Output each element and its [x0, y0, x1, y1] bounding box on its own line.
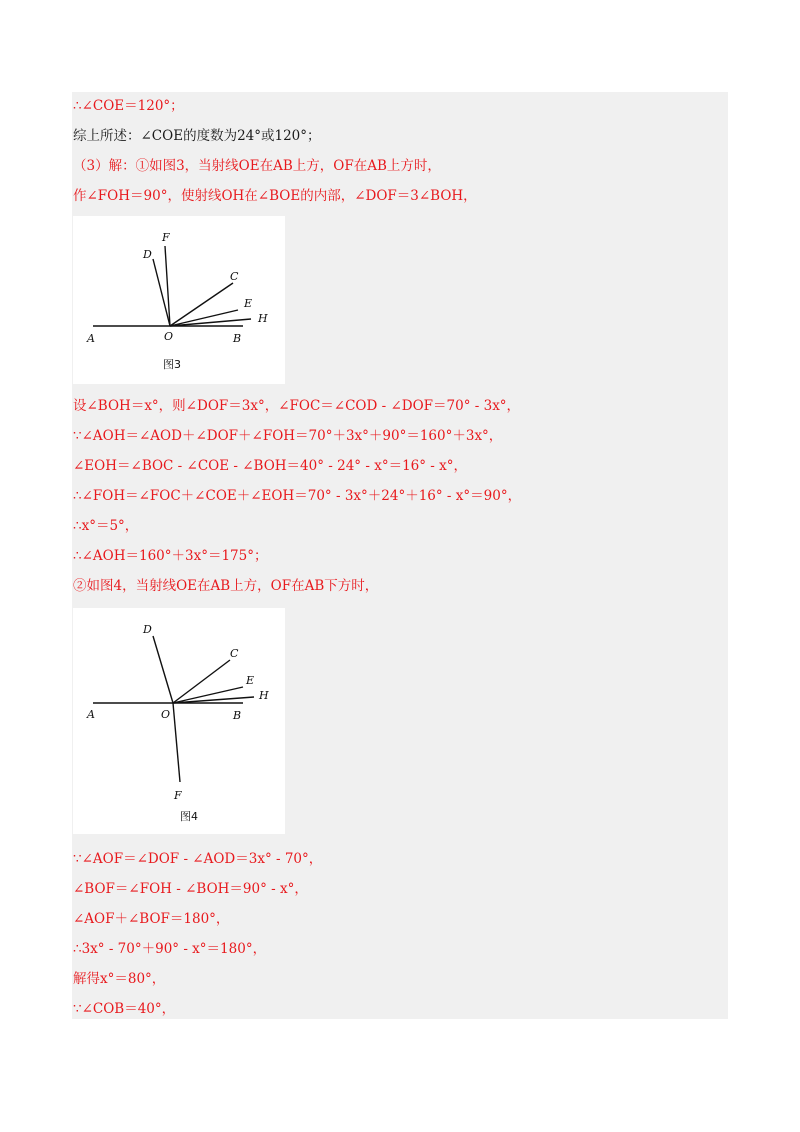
label-F: F	[162, 231, 170, 244]
ray-OF	[173, 703, 180, 782]
text-line-10: ∴∠AOH＝160°＋3x°＝175°；	[73, 548, 268, 564]
label-D: D	[143, 248, 152, 261]
label-C: C	[230, 270, 239, 283]
label-H: H	[259, 689, 269, 702]
text-line-13: ∠BOF＝∠FOH - ∠BOH＝90° - x°，	[73, 881, 308, 897]
ray-OD	[153, 636, 173, 703]
figure-3-diagram	[73, 216, 285, 384]
text-line-1: ∴∠COE＝120°；	[73, 98, 184, 114]
text-line-4: 作∠FOH＝90°，使射线OH在∠BOE的内部，∠DOF＝3∠BOH，	[73, 188, 477, 204]
text-line-2: 综上所述：∠COE的度数为24°或120°；	[73, 128, 321, 144]
figure-4	[73, 608, 285, 834]
text-line-3: （3）解：①如图3，当射线OE在AB上方，OF在AB上方时，	[73, 158, 441, 174]
label-F: F	[174, 789, 182, 802]
label-B: B	[233, 332, 242, 345]
figure-3	[73, 216, 285, 384]
figure-3-caption: 图3	[163, 358, 181, 371]
ray-OC	[170, 283, 233, 326]
text-line-15: ∴3x° - 70°＋90° - x°＝180°，	[73, 941, 267, 957]
label-O: O	[164, 330, 174, 343]
text-line-9: ∴x°＝5°，	[73, 518, 139, 534]
figure-4-diagram	[73, 608, 285, 834]
label-E: E	[244, 297, 253, 310]
text-line-7: ∠EOH＝∠BOC - ∠COE - ∠BOH＝40° - 24° - x°＝16° - x°，	[73, 458, 468, 474]
text-line-16: 解得x°＝80°，	[73, 971, 166, 987]
label-D: D	[143, 623, 152, 636]
label-E: E	[246, 674, 255, 687]
label-A: A	[87, 708, 95, 721]
text-line-5: 设∠BOH＝x°，则∠DOF＝3x°，∠FOC＝∠COD - ∠DOF＝70° - 3x°，	[73, 398, 521, 414]
label-A: A	[87, 332, 95, 345]
text-line-14: ∠AOF＋∠BOF＝180°，	[73, 911, 230, 927]
text-line-6: ∵∠AOH＝∠AOD＋∠DOF＋∠FOH＝70°＋3x°＋90°＝160°＋3x°，	[73, 428, 503, 444]
text-line-12: ∵∠AOF＝∠DOF - ∠AOD＝3x° - 70°，	[73, 851, 323, 867]
text-line-17: ∵∠COB＝40°，	[73, 1001, 176, 1017]
label-C: C	[230, 647, 239, 660]
text-line-11: ②如图4，当射线OE在AB上方，OF在AB下方时，	[73, 578, 379, 594]
label-B: B	[233, 709, 242, 722]
figure-4-caption: 图4	[180, 810, 198, 823]
label-O: O	[161, 708, 171, 721]
label-H: H	[258, 312, 268, 325]
text-line-8: ∴∠FOH＝∠FOC＋∠COE＋∠EOH＝70° - 3x°＋24°＋16° - x°＝90°，	[73, 488, 522, 504]
